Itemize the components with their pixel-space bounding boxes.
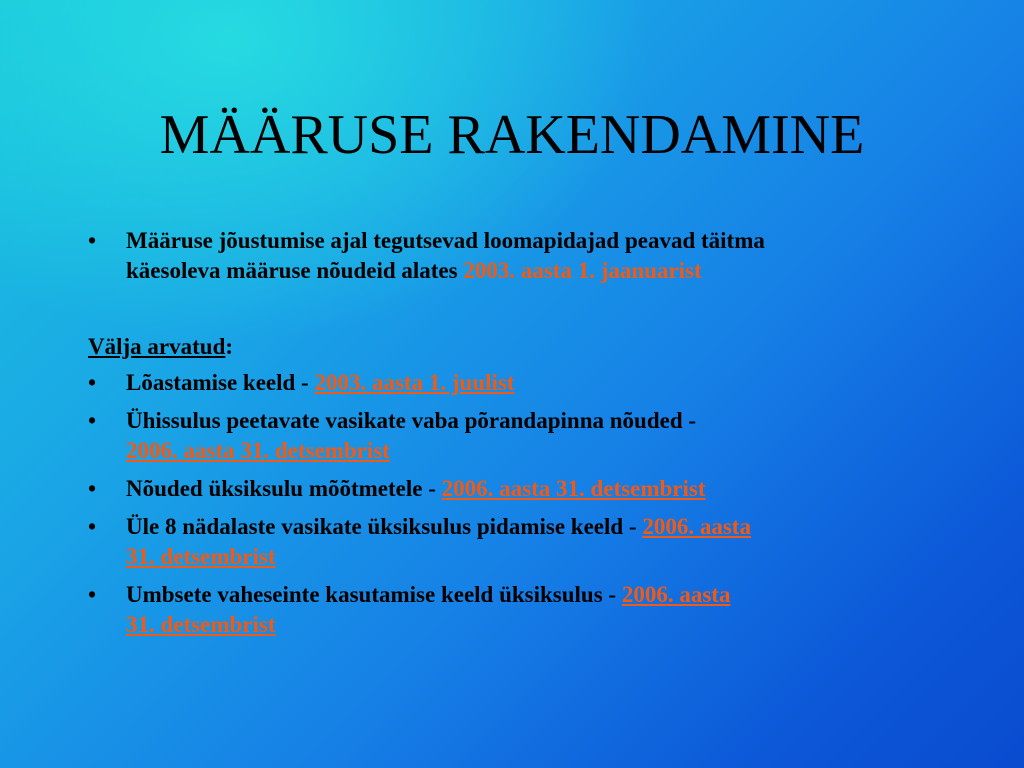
exception-date-link-part2[interactable]: 31. detsembrist [126, 612, 276, 637]
exception-text: Nõuded üksiksulu mõõtmetele - [126, 476, 442, 501]
exception-item-leash-ban [88, 368, 948, 398]
intro-line-2: käesoleva määruse nõudeid alates [126, 258, 464, 283]
exception-item-group-pen-floor [88, 406, 948, 466]
bullet-marker: • [88, 370, 97, 395]
intro-line-1: Määruse jõustumise ajal tegutsevad loomapidajad peavad täitma [126, 228, 765, 253]
exception-date-link-part1[interactable]: 2006. aasta [642, 514, 751, 539]
exception-date-link[interactable]: 2003. aasta 1. juulist [314, 370, 515, 395]
bullet-marker: • [88, 582, 97, 607]
exception-text: Lõastamise keeld - [126, 370, 315, 395]
slide-title: MÄÄRUSE RAKENDAMINE [159, 104, 865, 166]
bullet-marker: • [88, 408, 97, 433]
exceptions-colon: : [225, 334, 234, 359]
exception-date-link[interactable]: 2006. aasta 31. detsembrist [126, 438, 390, 463]
bullet-marker: • [88, 476, 97, 501]
exception-text: Üle 8 nädalaste vasikate üksiksulus pidamise keeld - [126, 514, 643, 539]
intro-bullet-item [88, 226, 948, 286]
exception-date-link-part2[interactable]: 31. detsembrist [126, 544, 276, 569]
intro-date: 2003. aasta 1. jaanuarist [463, 258, 702, 283]
slide-body [88, 226, 948, 648]
bullet-marker: • [88, 228, 97, 253]
exceptions-heading [88, 332, 948, 362]
exception-text: Ühissulus peetavate vasikate vaba põrandapinna nõuded - [126, 408, 697, 433]
spacer [88, 294, 948, 332]
bullet-marker: • [88, 514, 97, 539]
exceptions-label: Välja arvatud [88, 334, 226, 359]
exception-text: Umbsete vaheseinte kasutamise keeld üksiksulus - [126, 582, 622, 607]
exception-item-solid-partitions [88, 580, 948, 640]
exception-item-single-pen-dimensions [88, 474, 948, 504]
exception-item-calves-over-8-weeks [88, 512, 948, 572]
exception-date-link[interactable]: 2006. aasta 31. detsembrist [441, 476, 706, 501]
exception-date-link-part1[interactable]: 2006. aasta [621, 582, 731, 607]
